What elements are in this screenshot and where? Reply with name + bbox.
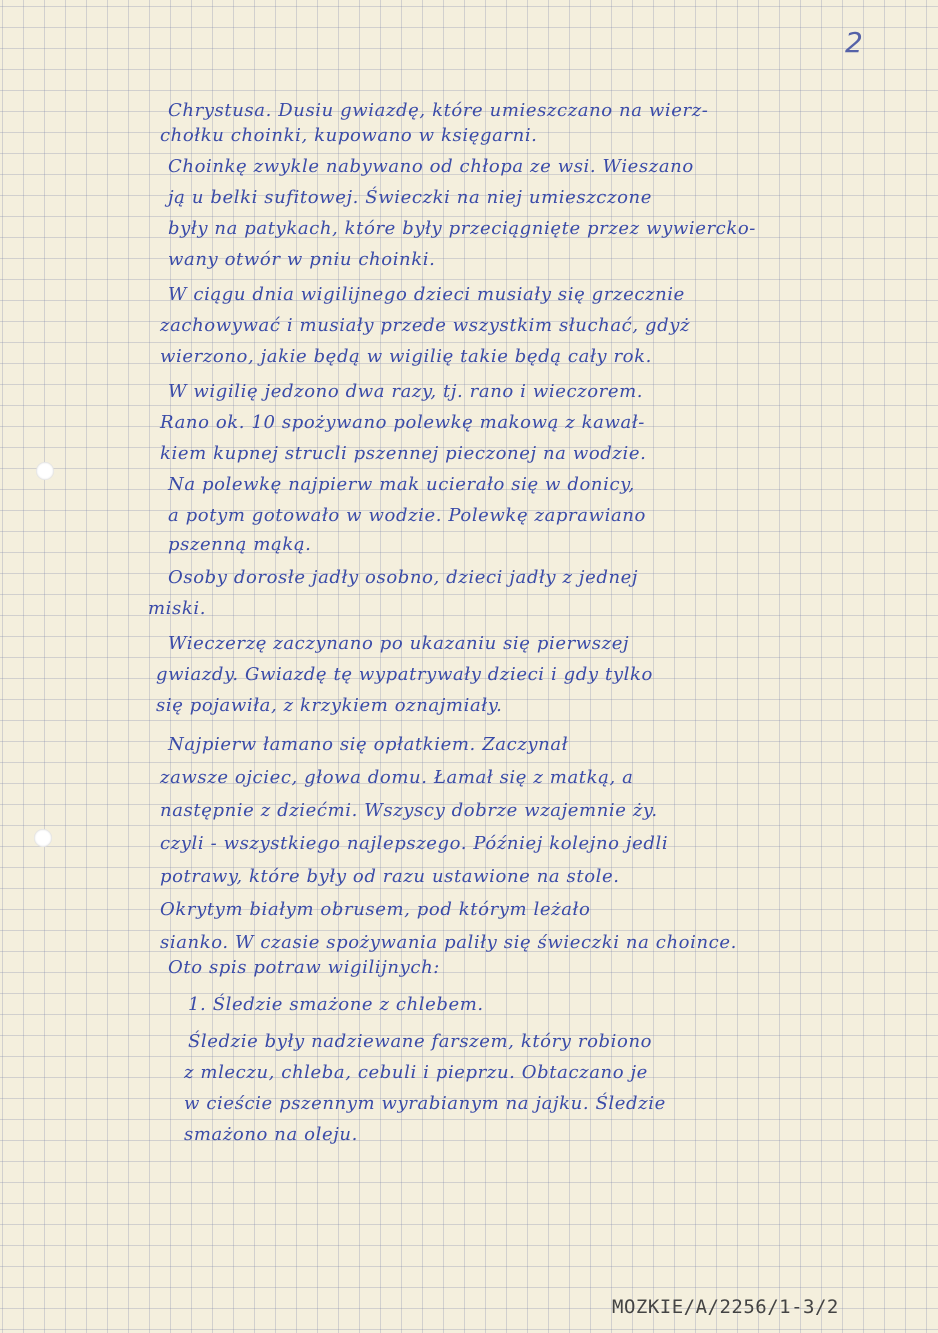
handwritten-text: [148, 98, 868, 1147]
text-line: W ciągu dnia wigilijnego dzieci musiały się grzecznie: [168, 284, 685, 305]
page-number: 2: [845, 26, 863, 59]
text-line: chołku choinki, kupowano w księgarni.: [160, 125, 538, 146]
text-line: Choinkę zwykle nabywano od chłopa ze wsi. Wieszano: [168, 156, 694, 177]
text-line: Chrystusa. Dusiu gwiazdę, które umieszczano na wierz-: [168, 100, 709, 121]
text-line: z mleczu, chleba, cebuli i pieprzu. Obtaczano je: [184, 1062, 648, 1083]
text-line: się pojawiła, z krzykiem oznajmiały.: [156, 695, 503, 716]
text-line: wany otwór w pniu choinki.: [168, 249, 436, 270]
text-line: Najpierw łamano się opłatkiem. Zaczynał: [168, 734, 569, 755]
text-line: potrawy, które były od razu ustawione na stole.: [160, 866, 620, 887]
text-line: czyli - wszystkiego najlepszego. Później kolejno jedli: [160, 833, 669, 854]
text-line: smażono na oleju.: [184, 1124, 358, 1145]
text-line: zachowywać i musiały przede wszystkim słuchać, gdyż: [160, 315, 691, 336]
punch-hole: [36, 462, 54, 480]
text-line: były na patykach, które były przeciągnięte przez wywiercko-: [168, 218, 756, 239]
text-line: miski.: [148, 598, 207, 619]
text-line: Śledzie były nadziewane farszem, który robiono: [188, 1031, 653, 1052]
text-line: W wigilię jedzono dwa razy, tj. rano i wieczorem.: [168, 381, 644, 402]
text-line: wierzono, jakie będą w wigilię takie będą cały rok.: [160, 346, 652, 367]
text-line: sianko. W czasie spożywania paliły się świeczki na choince.: [160, 932, 737, 953]
text-line: Na polewkę najpierw mak ucierało się w donicy,: [168, 474, 635, 495]
text-line: pszenną mąką.: [168, 534, 312, 555]
text-line: ją u belki sufitowej. Świeczki na niej umieszczone: [168, 187, 652, 208]
text-line: w cieście pszennym wyrabianym na jajku. Śledzie: [184, 1093, 666, 1114]
text-line: zawsze ojciec, głowa domu. Łamał się z matką, a: [160, 767, 634, 788]
text-line: Okrytym białym obrusem, pod którym leżało: [160, 899, 591, 920]
text-line: Wieczerzę zaczynano po ukazaniu się pierwszej: [168, 633, 630, 654]
text-line: gwiazdy. Gwiazdę tę wypatrywały dzieci i gdy tylko: [156, 664, 653, 685]
text-line: Osoby dorosłe jadły osobno, dzieci jadły z jednej: [168, 567, 639, 588]
archive-reference-stamp: MOZKIE/A/2256/1-3/2: [612, 1296, 839, 1318]
text-line: a potym gotowało w wodzie. Polewkę zaprawiano: [168, 505, 646, 526]
punch-hole: [34, 829, 52, 847]
text-line: kiem kupnej strucli pszennej pieczonej na wodzie.: [160, 443, 647, 464]
text-line: 1. Śledzie smażone z chlebem.: [188, 994, 484, 1015]
text-line: Oto spis potraw wigilijnych:: [168, 957, 440, 978]
text-line: następnie z dziećmi. Wszyscy dobrze wzajemnie ży.: [160, 800, 658, 821]
text-line: Rano ok. 10 spożywano polewkę makową z kawał-: [160, 412, 645, 433]
